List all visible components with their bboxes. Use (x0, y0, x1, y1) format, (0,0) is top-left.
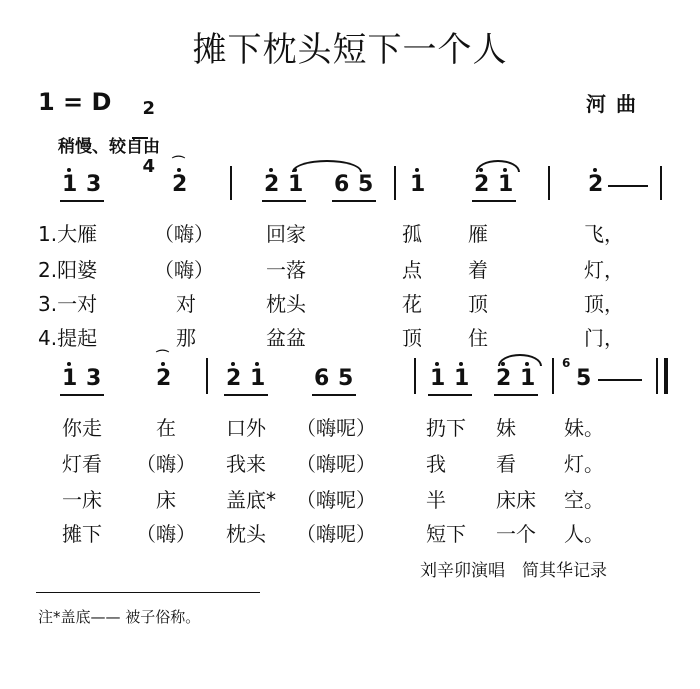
lyric: 妹。 (564, 416, 604, 440)
lyric: 灯看 (62, 452, 102, 476)
note: 2 (588, 172, 604, 197)
lyric: 盖底* (226, 488, 276, 512)
note: 2 (496, 366, 512, 391)
lyric: 孤 (402, 222, 422, 246)
note: 1 (410, 172, 426, 197)
lyric: 一落 (266, 258, 306, 282)
lyric: 住 (468, 326, 488, 350)
lyric: 看 (496, 452, 516, 476)
lyric: （嗨呢） (296, 452, 376, 476)
lyric: （嗨） (154, 258, 214, 282)
footnote-divider (36, 592, 260, 593)
lyric: 盆盆 (266, 326, 306, 350)
lyric: 着 (468, 258, 488, 282)
lyric: 一床 (62, 488, 102, 512)
lyric: 口外 (226, 416, 266, 440)
time-signature-bottom: 4 (142, 156, 156, 177)
lyric: 4.提起 (38, 326, 98, 350)
key-signature: 1 = D (38, 88, 112, 116)
lyric: 门， (584, 326, 624, 350)
lyric: 顶， (584, 292, 624, 316)
lyric: 灯。 (564, 452, 604, 476)
lyric: 短下 (426, 522, 466, 546)
note: 1 (250, 366, 266, 391)
note: 1 (454, 366, 470, 391)
note: 3 (86, 366, 102, 391)
note: 1 (62, 366, 78, 391)
note: 1 (520, 366, 536, 391)
lyric: 灯， (584, 258, 624, 282)
grace-note: 6 (562, 356, 571, 370)
fermata-icon: ⌒ (172, 156, 186, 171)
lyric: 摊下 (62, 522, 102, 546)
lyric: 床床 (496, 488, 536, 512)
note: 6 (334, 172, 350, 197)
song-origin: 河曲 (586, 92, 646, 116)
note: 1 (498, 172, 514, 197)
lyric: 枕头 (226, 522, 266, 546)
note: 5 (358, 172, 374, 197)
lyric: （嗨） (154, 222, 214, 246)
note: 3 (86, 172, 102, 197)
time-signature-top: 2 (142, 98, 156, 119)
lyric: 顶 (402, 326, 422, 350)
lyric: 花 (402, 292, 422, 316)
lyric: 雁 (468, 222, 488, 246)
lyric: （嗨呢） (296, 488, 376, 512)
note: 2 (156, 366, 172, 391)
note: 2 (172, 172, 188, 197)
note: 6 (314, 366, 330, 391)
lyric: 点 (402, 258, 422, 282)
footnote: 注*盖底—— 被子俗称。 (38, 608, 201, 626)
lyric: 飞， (584, 222, 624, 246)
lyric: （嗨） (136, 452, 196, 476)
note: 5 (338, 366, 354, 391)
fermata-icon: ⌒ (156, 350, 170, 365)
lyric: 我来 (226, 452, 266, 476)
lyric: 顶 (468, 292, 488, 316)
lyric: 回家 (266, 222, 306, 246)
performer-credit: 刘辛卯演唱 简其华记录 (420, 561, 607, 581)
lyric: 半 (426, 488, 446, 512)
lyric: （嗨呢） (296, 522, 376, 546)
lyric: 在 (156, 416, 176, 440)
lyric: 你走 (62, 416, 102, 440)
tempo-marking: 稍慢、较自由 (58, 137, 160, 157)
lyric: 空。 (564, 488, 604, 512)
lyric: 对 (176, 292, 196, 316)
lyric: 一个 (496, 522, 536, 546)
note: 2 (474, 172, 490, 197)
note: 1 (62, 172, 78, 197)
lyric: （嗨） (136, 522, 196, 546)
lyric: 我 (426, 452, 446, 476)
lyric: 床 (156, 488, 176, 512)
lyric: 枕头 (266, 292, 306, 316)
lyric: 妹 (496, 416, 516, 440)
lyric: 1.大雁 (38, 222, 98, 246)
lyric: 人。 (564, 522, 604, 546)
lyric: （嗨呢） (296, 416, 376, 440)
lyric: 3.一对 (38, 292, 98, 316)
lyric: 那 (176, 326, 196, 350)
note: 1 (430, 366, 446, 391)
note: 2 (226, 366, 242, 391)
time-signature (130, 82, 156, 177)
note: 1 (288, 172, 304, 197)
note: 5 (576, 366, 592, 391)
song-title: 摊下枕头短下一个人 (192, 30, 508, 70)
lyric: 扔下 (426, 416, 466, 440)
lyric: 2.阳婆 (38, 258, 98, 282)
note: 2 (264, 172, 280, 197)
